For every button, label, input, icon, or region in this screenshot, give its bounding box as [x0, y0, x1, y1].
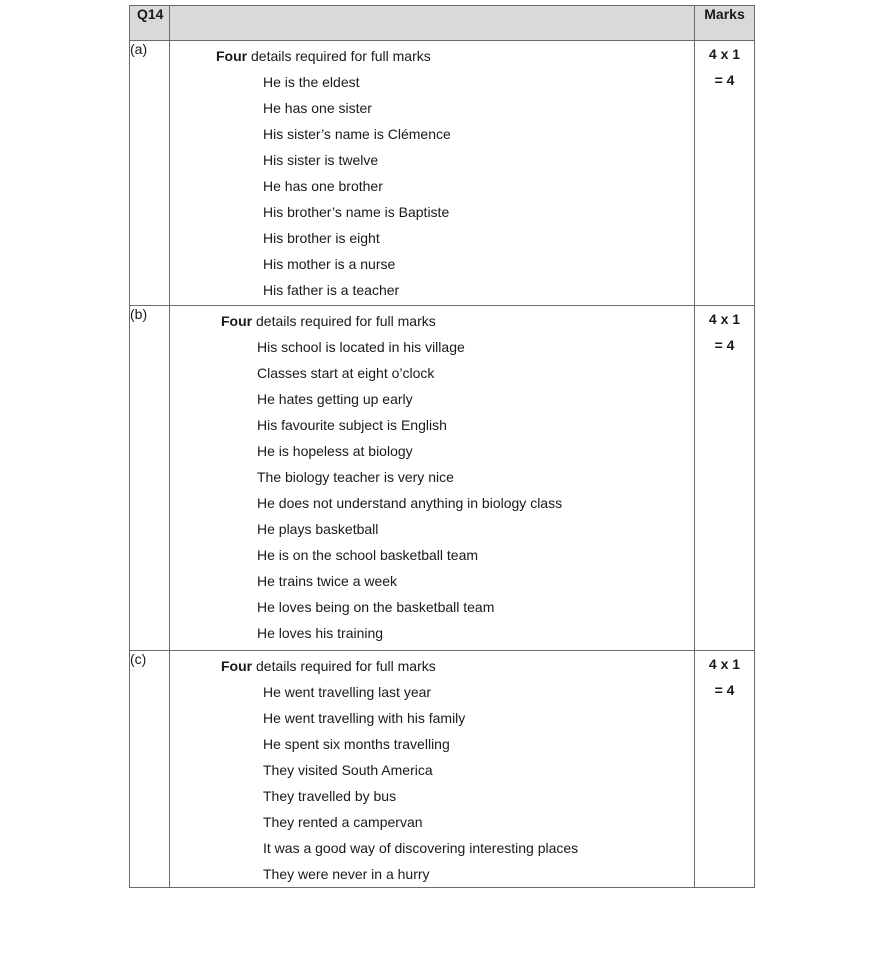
answer-item: He hates getting up early: [257, 391, 413, 407]
header-blank-cell: [170, 6, 695, 41]
section-c-instruction: [170, 653, 694, 679]
answer-item: His brother’s name is Baptiste: [263, 204, 450, 220]
answer-item: He went travelling with his family: [263, 710, 466, 726]
section-b-row: [130, 306, 755, 651]
part-label-a: (a): [130, 41, 170, 306]
answer-item: His sister is twelve: [263, 152, 379, 168]
section-b-instruction: [170, 308, 694, 334]
section-b-marks: [695, 306, 755, 651]
marks-total: = 4: [714, 72, 735, 88]
answer-item: Classes start at eight o’clock: [257, 365, 435, 381]
marks-calculation: 4 x 1: [708, 656, 741, 672]
answer-item: His father is a teacher: [263, 282, 400, 298]
answer-item: He plays basketball: [257, 521, 379, 537]
section-a-instruction: [170, 43, 694, 69]
section-b-content: [170, 306, 695, 651]
answer-item: They travelled by bus: [263, 788, 397, 804]
question-number: Q14: [130, 6, 170, 41]
part-label-c: (c): [130, 651, 170, 888]
marks-total: = 4: [714, 682, 735, 698]
marks-total: = 4: [714, 337, 735, 353]
answer-item: He is on the school basketball team: [257, 547, 479, 563]
section-a-content: [170, 41, 695, 306]
answer-item: He went travelling last year: [263, 684, 432, 700]
answer-item: His school is located in his village: [257, 339, 465, 355]
answer-item: He loves his training: [257, 625, 384, 641]
answer-item: He does not understand anything in biology class: [257, 495, 563, 511]
part-label-b: (b): [130, 306, 170, 651]
answer-item: They visited South America: [263, 762, 433, 778]
instruction-text: details required for full marks: [247, 48, 431, 64]
mark-scheme-table: [129, 5, 755, 888]
answer-item: He is the eldest: [263, 74, 360, 90]
answer-item: He has one sister: [263, 100, 372, 116]
marks-calculation: 4 x 1: [708, 46, 741, 62]
marks-header: Marks: [695, 6, 755, 41]
answer-item: He trains twice a week: [257, 573, 398, 589]
answer-item: His sister’s name is Clémence: [263, 126, 451, 142]
section-c-marks: [695, 651, 755, 888]
answer-item: They rented a campervan: [263, 814, 423, 830]
answer-item: His mother is a nurse: [263, 256, 396, 272]
answer-item: The biology teacher is very nice: [257, 469, 454, 485]
instruction-bold: Four: [221, 313, 253, 329]
answer-item: It was a good way of discovering interesting places: [263, 840, 579, 856]
answer-item: He loves being on the basketball team: [257, 599, 495, 615]
answer-item: He has one brother: [263, 178, 383, 194]
answer-item: He spent six months travelling: [263, 736, 450, 752]
section-a-row: [130, 41, 755, 306]
header-row: [130, 6, 755, 41]
instruction-bold: Four: [221, 658, 253, 674]
instruction-bold: Four: [216, 48, 248, 64]
answer-item: They were never in a hurry: [263, 866, 430, 882]
instruction-text: details required for full marks: [252, 313, 436, 329]
answer-item: His favourite subject is English: [257, 417, 447, 433]
section-c-content: [170, 651, 695, 888]
marks-calculation: 4 x 1: [708, 311, 741, 327]
section-c-row: [130, 651, 755, 888]
section-a-marks: [695, 41, 755, 306]
answer-item: He is hopeless at biology: [257, 443, 413, 459]
instruction-text: details required for full marks: [252, 658, 436, 674]
answer-item: His brother is eight: [263, 230, 380, 246]
